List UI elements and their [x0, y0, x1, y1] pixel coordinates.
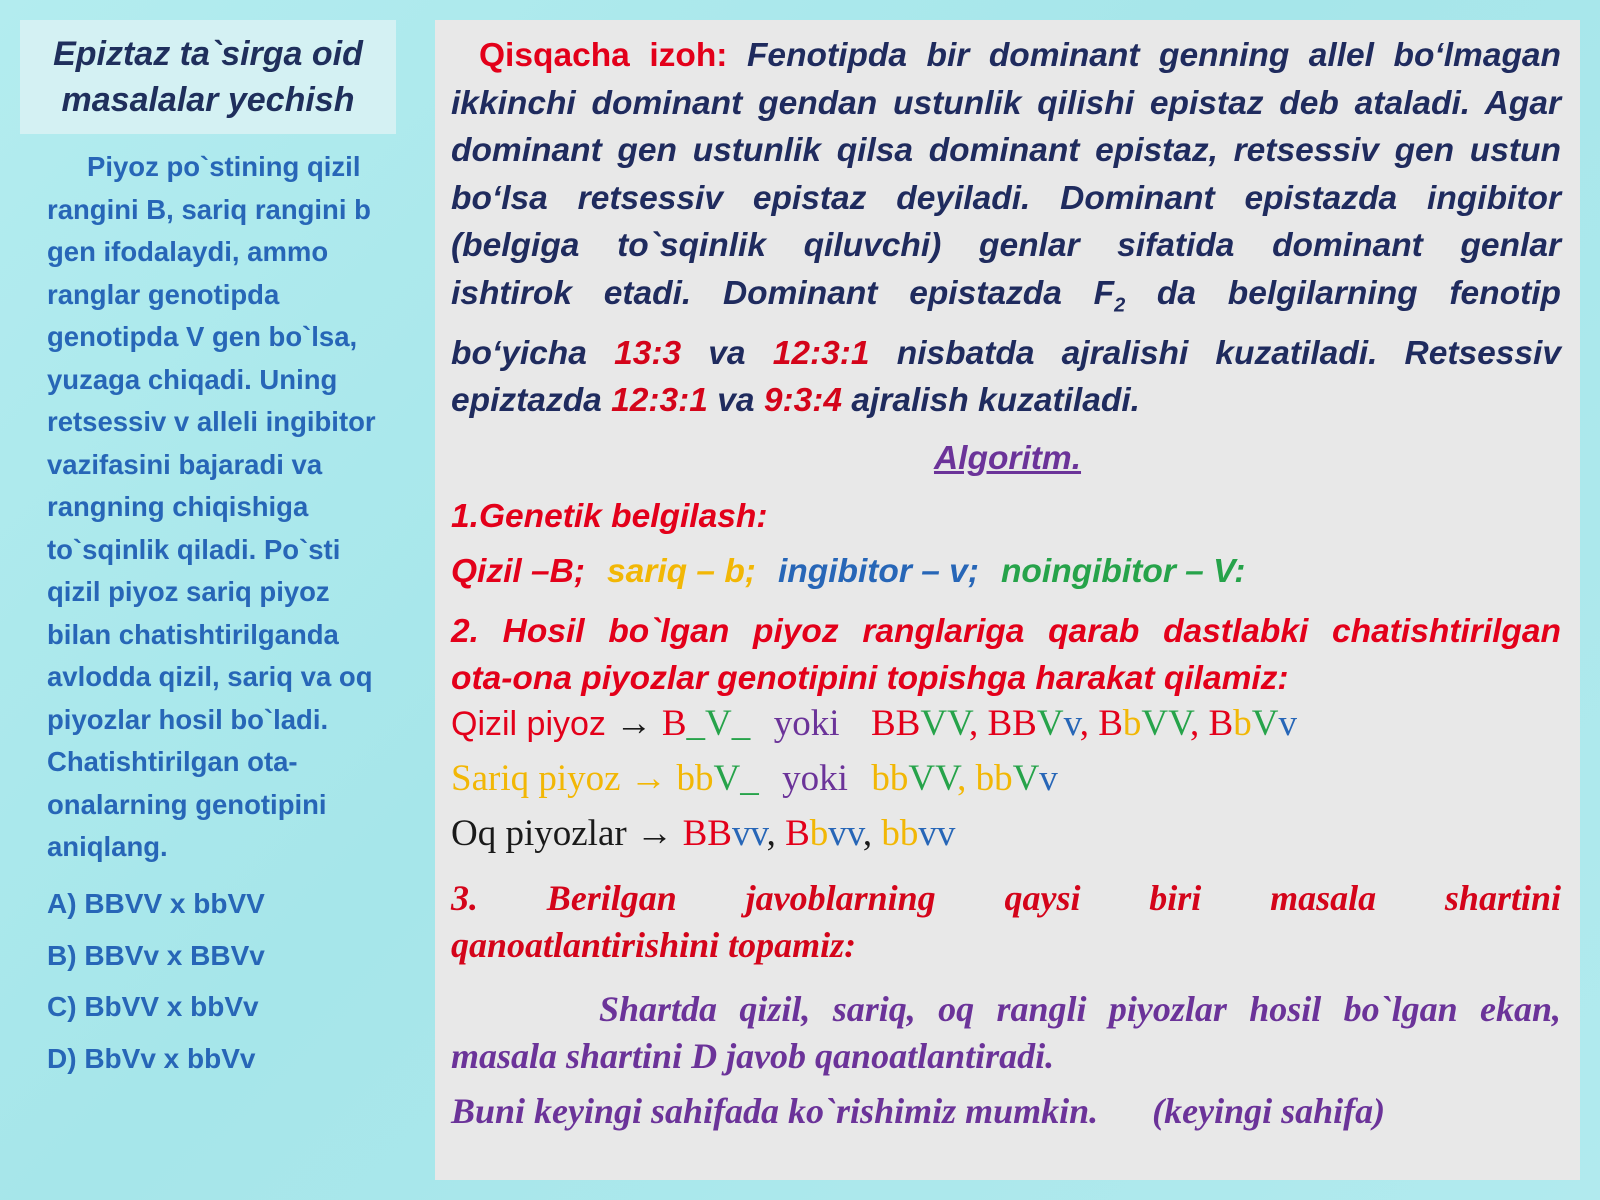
- answer-d: D) BbVv x bbVv: [47, 1042, 256, 1074]
- step-3-line: 3. Berilgan javoblarning qaysi biri masala shartini: [451, 878, 1561, 918]
- next-page-text: Buni keyingi sahifada ko`rishimiz mumkin.: [451, 1091, 1099, 1131]
- problem-line: avlodda qizil, sariq va oq: [47, 661, 373, 692]
- key-red: Qizil –B;: [451, 553, 586, 590]
- problem-line: vazifasini bajaradi va: [47, 448, 323, 480]
- next-page-link[interactable]: (keyingi sahifa): [1152, 1091, 1386, 1131]
- problem-statement: [47, 146, 412, 869]
- key-yellow: sariq – b;: [607, 553, 756, 590]
- problem-line: qizil piyoz sariq piyoz: [47, 576, 330, 607]
- intro-line: ikkinchi dominant gendan ustunlik qilishi epistaz deb ataladi. Agar: [451, 84, 1561, 122]
- answer-b: B) BBVv x BBVv: [47, 939, 265, 971]
- problem-line: Chatishtirilgan ota-: [47, 746, 298, 777]
- problem-line: genotipda V gen bo`lsa,: [47, 321, 358, 352]
- intro-line: ishtirok etadi. Dominant epistazda $F_2$ da belgilarning fenotip: [451, 274, 1561, 317]
- slide-title: [20, 20, 396, 134]
- white-onion-genotypes: Oq piyozlar → BBvv, Bbvv, bbvv: [451, 813, 956, 854]
- intro-label: Qisqacha izoh:: [479, 37, 728, 74]
- intro-paragraph: [451, 32, 1561, 425]
- arrow-icon: →: [636, 813, 674, 854]
- problem-line: to`sqinlik qiladi. Po`sti: [47, 533, 341, 565]
- step-3-line: qanoatlantirishini topamiz:: [451, 925, 857, 965]
- title-line-1: Epiztaz ta`sirga oid: [53, 35, 363, 73]
- problem-line: piyozlar hosil bo`ladi.: [47, 703, 329, 735]
- problem-line: rangini B, sariq rangini b: [47, 193, 371, 225]
- conclusion-line: masala shartini D javob qanoatlantiradi.: [451, 1036, 1055, 1076]
- step-1-heading: 1.Genetik belgilash:: [451, 498, 768, 535]
- next-page-note: [451, 1090, 1561, 1132]
- step-2-line: ota-ona piyozlar genotipini topishga harakat qilamiz:: [451, 660, 1289, 697]
- gene-key-legend: [451, 553, 1561, 591]
- title-line-2: masalalar yechish: [61, 81, 355, 119]
- step-2-text: [451, 608, 1561, 702]
- intro-line: epiztazda 12:3:1 va 9:3:4 ajralish kuzatiladi.: [451, 382, 1140, 420]
- key-green: noingibitor – V:: [1000, 553, 1246, 590]
- step-2-line: 2. Hosil bo`lgan piyoz ranglariga qarab dastlabki chatishtirilgan: [451, 613, 1561, 650]
- arrow-icon: →: [615, 703, 653, 744]
- arrow-icon: →: [630, 758, 668, 799]
- intro-line: boʻlsa retsessiv epistaz deyiladi. Dominant epistazda ingibitor: [451, 179, 1561, 217]
- ratio-12-3-1-recessive: 12:3:1: [611, 382, 708, 420]
- red-onion-label: Qizil piyoz: [451, 705, 606, 743]
- answer-c: C) BbVV x bbVv: [47, 991, 259, 1022]
- algorithm-title: Algoritm.: [933, 440, 1082, 477]
- intro-line: boʻyicha 13:3 va 12:3:1 nisbatda ajralishi kuzatiladi. Retsessiv: [451, 334, 1561, 372]
- problem-line: Piyoz po`stining qizil: [87, 151, 361, 182]
- ratio-9-3-4: 9:3:4: [763, 382, 843, 420]
- yellow-onion-label: Sariq piyoz: [451, 758, 621, 799]
- key-blue: ingibitor – v;: [777, 553, 979, 590]
- problem-line: retsessiv v alleli ingibitor: [47, 406, 376, 437]
- yellow-onion-genotypes: Sariq piyoz → bbV_ yoki bbVV, bbVv: [451, 758, 1058, 799]
- problem-line: onalarning genotipini: [47, 788, 327, 820]
- step-3-text: [451, 875, 1561, 969]
- problem-line: yuzaga chiqadi. Uning: [47, 363, 338, 395]
- white-onion-label: Oq piyozlar: [451, 813, 627, 854]
- answer-a: A) BBVV x bbVV: [47, 888, 265, 919]
- conclusion-line: Shartda qizil, sariq, oq rangli piyozlar hosil bo`lgan ekan,: [599, 989, 1561, 1029]
- intro-line: Qisqacha izoh: Fenotipda bir dominant genning allel boʻlmagan: [479, 37, 1562, 74]
- explanation-panel: [435, 20, 1580, 1180]
- intro-line: (belgiga to`sqinlik qiluvchi) genlar sifatida dominant genlar: [451, 227, 1561, 264]
- problem-line: aniqlang.: [47, 831, 168, 862]
- problem-line: bilan chatishtirilganda: [47, 618, 339, 650]
- answer-options: [47, 878, 412, 1084]
- problem-line: ranglar genotipda: [47, 278, 280, 310]
- conclusion-text: [451, 986, 1561, 1080]
- ratio-13-3: 13:3: [614, 334, 682, 372]
- intro-line: dominant gen ustunlik qilsa dominant epistaz, retsessiv gen ustun: [451, 132, 1561, 169]
- red-onion-genotypes: Qizil piyoz → B_V_ yoki BBVV, BBVv, BbVV, BbVv: [451, 703, 1297, 744]
- problem-line: gen ifodalaydi, ammo: [47, 236, 329, 267]
- problem-line: rangning chiqishiga: [47, 491, 309, 522]
- ratio-12-3-1: 12:3:1: [772, 334, 870, 372]
